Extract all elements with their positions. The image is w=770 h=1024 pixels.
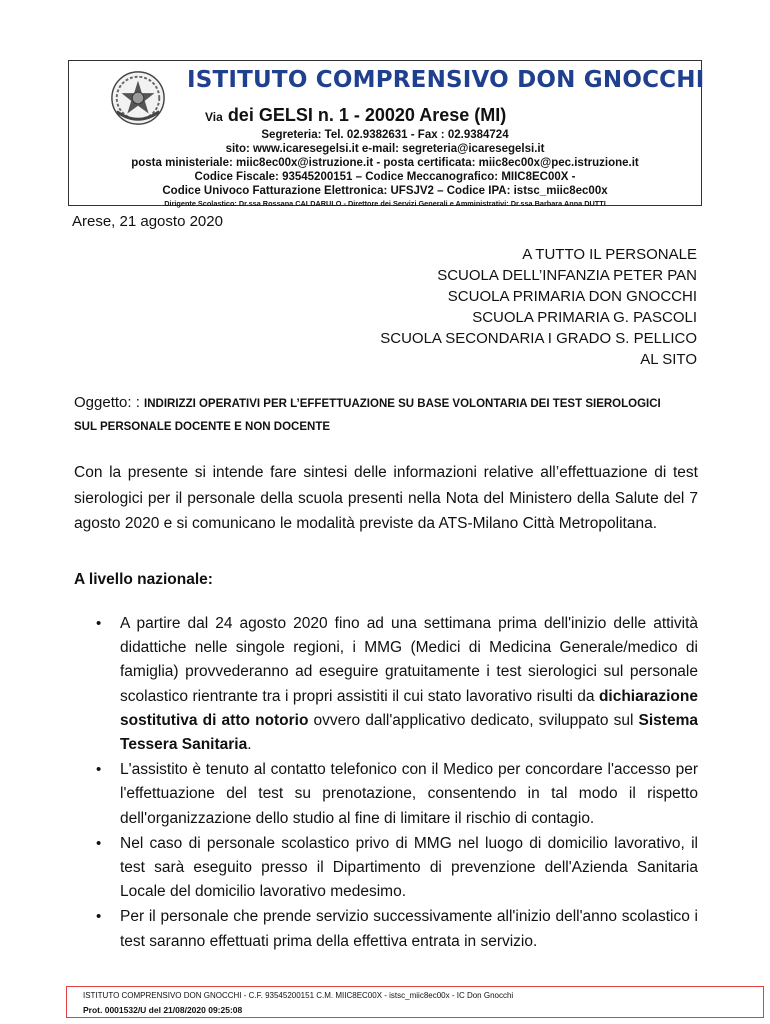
- recipient-line: SCUOLA PRIMARIA G. PASCOLI: [472, 309, 697, 326]
- letter-date: Arese, 21 agosto 2020: [72, 213, 223, 230]
- subject-label: Oggetto: :: [74, 394, 145, 411]
- emphasis-text: dichiarazione sostitutiva di atto notorio: [120, 687, 698, 729]
- bullet-icon: •: [96, 761, 102, 779]
- list-item: • A partire dal 24 agosto 2020 fino ad una settimana prima dell'inizio delle attività didattiche nelle singole regioni, i MMG (Medici di Medicina Generale/medico di famiglia) provvederanno ad eseguire gratuitamente i test sierologici sul personale scolastico rientrante tra i propri assistiti il cui stato lavorativo risulti da dichiarazione sostitutiva di atto notorio ovvero dall'applicativo dedicato, sviluppato sul Sistema Tessera Sanitaria.: [96, 612, 698, 757]
- recipient-line: AL SITO: [640, 351, 697, 368]
- list-item: • Nel caso di personale scolastico privo di MMG nel luogo di domicilio lavorativo, il test sarà eseguito presso il Dipartimento di prevenzione dell'Azienda Sanitaria Locale del domicilio lavorativo medesimo.: [96, 832, 698, 905]
- letterhead: [68, 60, 705, 208]
- recipient-line: SCUOLA SECONDARIA I GRADO S. PELLICO: [380, 330, 697, 347]
- website-email-line: sito: www.icaresegelsi.it e-mail: segreteria@icaresegelsi.it: [225, 143, 545, 155]
- recipient-line: A TUTTO IL PERSONALE: [522, 246, 697, 263]
- recipient-line: SCUOLA PRIMARIA DON GNOCCHI: [447, 288, 697, 305]
- bullet-icon: •: [96, 908, 102, 926]
- list-item: • L'assistito è tenuto al contatto telefonico con il Medico per concordare l'accesso per l'effettuazione del test su prenotazione, consentendo in tal modo il rispetto dell'organizzazione dello studio al fine di limitare il rischio di contagio.: [96, 758, 698, 831]
- fiscal-code-line: Codice Fiscale: 93545200151 – Codice Meccanografico: MIIC8EC00X -: [194, 171, 576, 183]
- segreteria-line: Segreteria: Tel. 02.9382631 - Fax : 02.9384724: [261, 129, 509, 141]
- school-address: Via dei GELSI n. 1 - 20020 Arese (MI): [205, 105, 507, 125]
- list-item: • Per il personale che prende servizio successivamente all'inizio dell'anno scolastico i test saranno effettuati prima della effettiva entrata in servizio.: [96, 905, 698, 953]
- staff-line: Dirigente Scolastico: Dr.ssa Rossana CALDARULO - Direttore dei Servizi Generali e Amministrativi: Dr.ssa Barbara Anna DUTTI: [164, 199, 606, 208]
- subject-text: INDIRIZZI OPERATIVI PER L’EFFETTUAZIONE SU BASE VOLONTARIA DEI TEST SIEROLOGICI SUL PERSONALE DOCENTE E NON DOCENTE: [74, 398, 661, 433]
- recipient-line: SCUOLA DELL’INFANZIA PETER PAN: [437, 267, 697, 284]
- emphasis-text: Sistema Tessera Sanitaria: [120, 711, 698, 754]
- bullet-list: [96, 612, 698, 955]
- billing-code-line: Codice Univoco Fatturazione Elettronica: UFSJV2 – Codice IPA: istsc_miic8ec00x: [162, 185, 608, 197]
- bullet-icon: •: [96, 834, 102, 852]
- protocol-number-line: Prot. 0001532/U del 21/08/2020 09:25:08: [83, 1005, 243, 1015]
- letter-subject: [74, 392, 674, 438]
- protocol-institution-line: ISTITUTO COMPRENSIVO DON GNOCCHI - C.F. 93545200151 C.M. MIIC8EC00X - istsc_miic8ec00x - IC Don Gnocchi: [83, 991, 514, 1000]
- intro-paragraph: Con la presente si intende fare sintesi delle informazioni relative all’effettuazione di test sierologici per il personale della scuola presenti nella Nota del Ministero della Salute del 7 agosto 2020 e si comunicano le modalità previste da ATS-Milano Città Metropolitana.: [74, 464, 698, 532]
- official-mail-line: posta ministeriale: miic8ec00x@istruzione.it - posta certificata: miic8ec00x@pec.istruzione.it: [131, 157, 639, 169]
- italian-republic-emblem-icon: [109, 69, 167, 127]
- bullet-icon: •: [96, 615, 102, 632]
- school-name: ISTITUTO COMPRENSIVO DON GNOCCHI: [187, 67, 705, 93]
- section-heading: A livello nazionale:: [74, 571, 213, 588]
- recipients-block: [380, 244, 697, 370]
- protocol-stamp: [66, 986, 764, 1018]
